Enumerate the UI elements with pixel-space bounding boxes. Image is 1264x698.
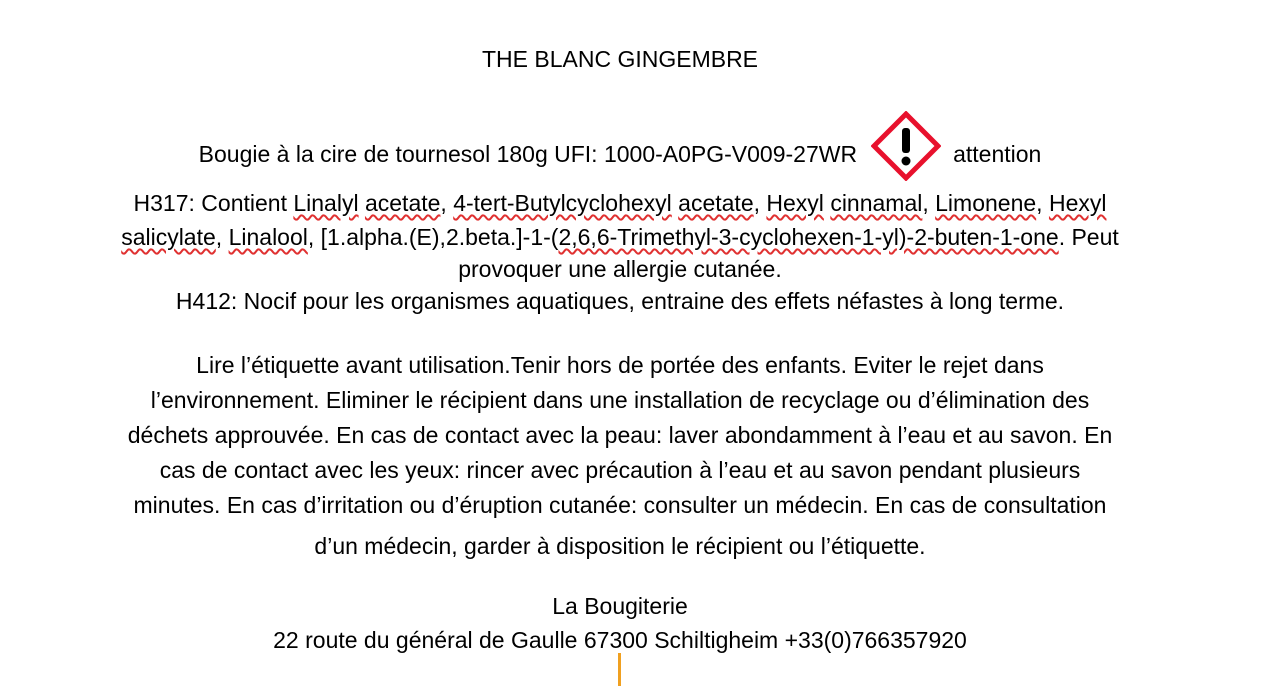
text-segment: . Peut — [1058, 224, 1119, 250]
ghs07-exclamation-mark-icon — [871, 111, 941, 181]
text-cursor — [618, 653, 621, 686]
company-address: 22 route du général de Gaulle 67300 Schiltigheim +33(0)766357920 — [273, 627, 967, 653]
precaution-line: l’environnement. Eliminer le récipient dans une installation de recyclage ou d’élimination des — [150, 387, 1090, 413]
text-segment: , [1.alpha.(E),2.beta.]-1-( — [307, 224, 559, 250]
precaution-line: cas de contact avec les yeux: rincer avec précaution à l’eau et au savon pendant plusieurs — [159, 457, 1081, 483]
misspelled-word[interactable]: salicylate — [121, 224, 216, 250]
misspelled-word[interactable]: Linalyl — [293, 190, 359, 216]
misspelled-word[interactable]: Hexyl — [766, 190, 824, 216]
misspelled-word[interactable]: acetate — [678, 190, 754, 216]
precaution-line: minutes. En cas d’irritation ou d’éruption cutanée: consulter un médecin. En cas de consultation — [133, 492, 1107, 518]
misspelled-word[interactable]: Limonene — [935, 190, 1037, 216]
text-segment: , — [440, 190, 454, 216]
h317-line-1 — [0, 188, 1240, 218]
misspelled-word[interactable]: Hexyl — [1048, 190, 1107, 216]
precaution-line: d’un médecin, garder à disposition le récipient ou l’étiquette. — [314, 533, 926, 559]
h317-prefix: H317: Contient — [133, 190, 294, 216]
text-segment: , — [1036, 190, 1049, 216]
product-description: Bougie à la cire de tournesol 180g UFI: 1000-A0PG-V009-27WR — [198, 141, 858, 168]
product-title: THE BLANC GINGEMBRE — [481, 46, 759, 72]
h317-line-3: provoquer une allergie cutanée. — [458, 256, 782, 282]
misspelled-word[interactable]: cinnamal — [830, 190, 923, 216]
text-segment: , — [215, 224, 229, 250]
misspelled-word[interactable]: 2,6,6-Trimethyl-3-cyclohexen-1-yl)-2-buten-1-one — [558, 224, 1059, 250]
product-line — [0, 121, 1240, 191]
text-segment: , — [753, 190, 767, 216]
signal-word: attention — [953, 141, 1042, 168]
h412-statement: H412: Nocif pour les organismes aquatiques, entraine des effets néfastes à long terme. — [175, 288, 1065, 314]
company-name: La Bougiterie — [552, 593, 688, 619]
misspelled-word[interactable]: 4-tert-Butylcyclohexyl — [453, 190, 672, 216]
precaution-line: déchets approuvée. En cas de contact avec la peau: laver abondamment à l’eau et au savon. En — [127, 422, 1113, 448]
text-segment: , — [922, 190, 936, 216]
precaution-line: Lire l’étiquette avant utilisation.Tenir hors de portée des enfants. Eviter le rejet dans — [196, 352, 1044, 378]
misspelled-word[interactable]: acetate — [364, 190, 441, 216]
misspelled-word[interactable]: Linalool — [228, 224, 308, 250]
h317-line-2 — [0, 222, 1240, 252]
